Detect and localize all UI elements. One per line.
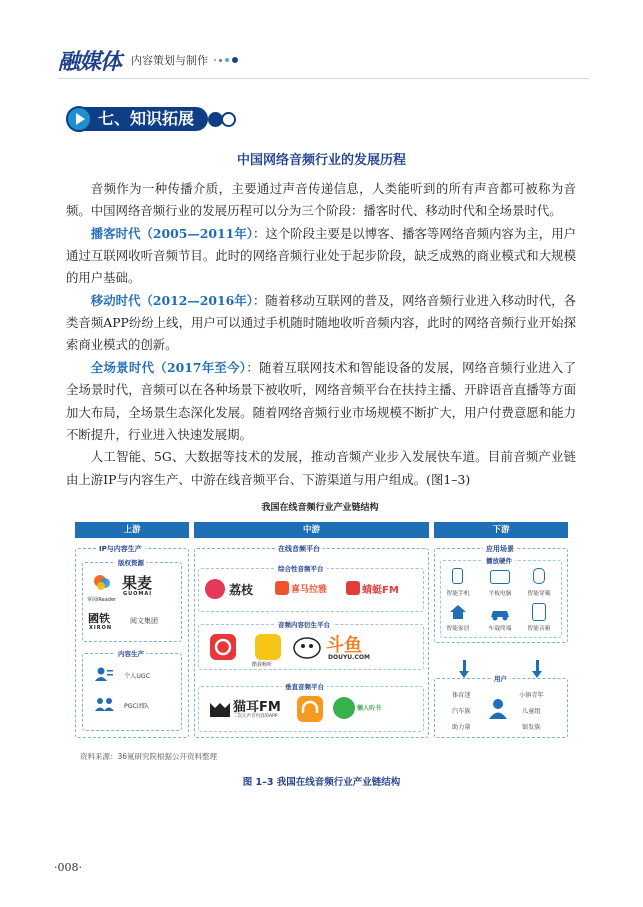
kuwo-icon <box>255 634 281 660</box>
ximalaya-icon <box>275 581 289 595</box>
figure-title: 我国在线音频行业产业链结构 <box>261 503 379 513</box>
guomai-logo: 果麦 <box>122 574 153 592</box>
maoer-slogan: 二次元声音内容的APP <box>233 714 278 719</box>
douyu-logo: 斗鱼 <box>326 635 362 656</box>
platform2-label: 音频内容衍生平台 <box>275 620 333 629</box>
article-title: 中国网络音频行业的发展历程 <box>236 153 406 168</box>
page-number: ·008· <box>54 861 82 874</box>
midstream-header: 中游 <box>194 522 429 538</box>
platform1-label: 综合性音频平台 <box>275 564 327 573</box>
content-production-label: 内容生产 <box>115 649 147 658</box>
user-type: 助力量 <box>452 724 471 731</box>
headphone-app-icon <box>297 696 323 722</box>
user-type: 小镇青年 <box>519 692 544 699</box>
figure-source: 资料来源：36氪研究院根据公开资料整理 <box>80 752 218 761</box>
douyu-logo-en: DOUYU.COM <box>328 654 370 661</box>
play-icon <box>66 106 92 132</box>
upstream-group-label: IP与内容生产 <box>96 544 145 554</box>
section-banner <box>66 106 236 132</box>
yuewen-logo: 阅文集团 <box>130 617 158 625</box>
lizhi-icon <box>205 579 225 599</box>
decorative-dots <box>214 57 238 63</box>
users-label: 用户 <box>491 674 510 683</box>
device-label: 智能音箱 <box>527 626 551 632</box>
lanren-logo: 懒人听书 <box>357 705 382 712</box>
figure-caption: 图 1–3 我国在线音频行业产业链结构 <box>242 777 401 788</box>
guomai-logo-en: GUOMAI <box>123 591 153 597</box>
mobile-era-text: ：随着移动互联网的普及，网络音频行业进入移动时代，各类音频APP纷纷上线，用户可以通过手机随时随地收听音频内容，此时的网络音频行业开始探索商业模式的创新。 <box>66 293 577 353</box>
pgc-label: PGC团队 <box>124 703 150 710</box>
user-type: 儿童组 <box>522 708 541 715</box>
smartwatch-icon <box>533 568 545 584</box>
xiron-logo: 國铁 <box>88 612 110 625</box>
podcast-era-heading: 播客时代（2005—2011年） <box>90 225 253 241</box>
pgc-icon <box>95 696 115 716</box>
user-type: 体育迷 <box>452 692 471 699</box>
kuwo-label: 酷我畅听 <box>252 662 273 668</box>
podcast-era-text: ：这个阶段主要是以博客、播客等网络音频内容为主，用户通过互联网收听音频节目。此时的网络音频行业处于起步阶段，缺乏成熟的商业模式和大规模的用户基础。 <box>66 225 577 286</box>
book-subtitle: 内容策划与制作 <box>131 54 209 67</box>
article-body <box>66 178 576 491</box>
lanren-icon <box>333 697 355 719</box>
content-production-box <box>82 653 182 731</box>
qingting-icon <box>346 581 360 595</box>
ximalaya-logo: 喜马拉雅 <box>291 585 328 595</box>
paragraph-industry-chain: 人工智能、5G、大数据等技术的发展，推动音频产业步入发展快车道。目前音频产业链由上游IP与内容生产、中游在线音频平台、下游渠道与用户组成。(图1–3) <box>66 449 576 487</box>
netease-music-icon <box>210 634 236 660</box>
xiron-logo-en: XIRON <box>89 625 113 631</box>
downstream-header: 下游 <box>434 522 568 538</box>
platform3-label: 垂直音频平台 <box>282 682 327 691</box>
maoer-icon <box>208 699 232 723</box>
hardware-label: 播放硬件 <box>483 556 515 565</box>
lizhi-logo: 荔枝 <box>229 583 254 597</box>
device-label: 智能手机 <box>446 591 470 597</box>
book-logo: 融媒体 <box>58 49 122 75</box>
full-scene-era-heading: 全场景时代（2017年至今） <box>90 360 247 376</box>
user-icon <box>488 698 508 724</box>
section-title: 七、知识拓展 <box>82 107 208 131</box>
ugc-icon <box>95 666 113 686</box>
header-divider <box>58 78 589 79</box>
mobile-era-heading: 移动时代（2012—2016年） <box>90 293 253 309</box>
paragraph-mobile-era <box>66 290 576 357</box>
douyu-icon <box>292 634 322 660</box>
smartphone-icon <box>452 568 463 584</box>
copyright-label: 版权资源 <box>115 558 147 567</box>
qingting-logo: 蜻蜓FM <box>362 585 399 596</box>
industry-chain-figure <box>70 500 570 765</box>
paragraph-podcast-era <box>66 223 576 290</box>
arrow-down-icon <box>463 660 466 672</box>
tablet-icon <box>490 570 510 584</box>
downstream-group-label: 应用场景 <box>483 544 517 554</box>
user-type: 银发族 <box>522 724 541 731</box>
maoer-logo: 猫耳FM <box>233 700 281 715</box>
device-label: 车载终端 <box>488 626 512 632</box>
paragraph-intro: 音频作为一种传播介质，主要通过声音传递信息，人类能听到的所有声音都可被称为音频。中国网络音频行业的发展历程可以分为三个阶段：播客时代、移动时代和全场景时代。 <box>66 181 576 219</box>
user-type: 汽车族 <box>452 708 471 715</box>
paragraph-full-scene-era <box>66 357 576 446</box>
page-header <box>58 42 238 78</box>
upstream-header: 上游 <box>75 522 189 538</box>
guomai-logo-icon <box>92 574 112 592</box>
arrow-down-icon <box>536 660 539 672</box>
midstream-group-label: 在线音频平台 <box>275 544 323 554</box>
speaker-icon <box>532 603 546 621</box>
ugc-label: 个人UGC <box>124 673 151 680</box>
device-label: 智能家居 <box>446 626 470 632</box>
circles-icon <box>210 112 236 127</box>
full-scene-era-text: ：随着互联网技术和智能设备的发展，网络音频行业进入了全场景时代，音频可以在各种场景下被收听，网络音频平台在扶持主播、开辟语音直播等方面加大布局，全场景生态深化发展。随着网络音频行业市场规模不断扩大，用户付费意愿和能力不断提升，行业进入快速发展期。 <box>66 360 576 442</box>
ireader-logo: 掌阅iReader <box>87 597 117 603</box>
device-label: 智能穿戴 <box>527 591 551 597</box>
device-label: 平板电脑 <box>488 591 512 597</box>
smart-home-icon <box>449 604 467 624</box>
